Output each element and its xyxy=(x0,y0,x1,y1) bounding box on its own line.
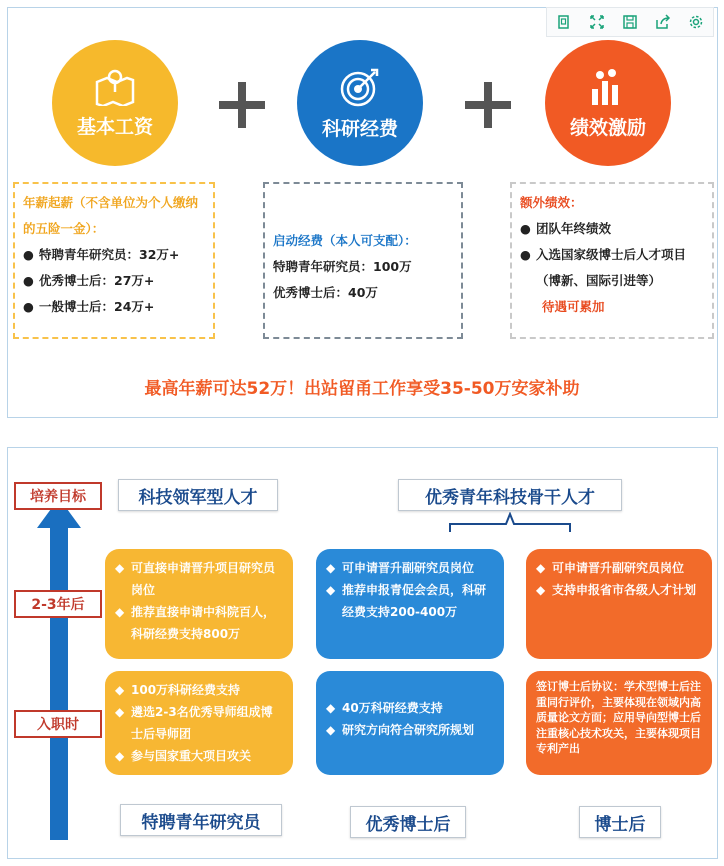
t3-name: 博士后 xyxy=(579,806,661,838)
list-item: ● 优秀博士后：27万+ xyxy=(23,273,155,288)
stage-after: 2-3年后 xyxy=(14,590,102,618)
t1-entry-card: ◆ 100万科研经费支持 ◆ 遴选2-3名优秀导师组成博士后导师团 ◆ 参与国家重大项目攻关 xyxy=(105,671,293,775)
map-icon xyxy=(93,68,137,106)
list-item: ● 一般博士后：24万+ xyxy=(23,299,155,314)
fund-details xyxy=(263,182,463,339)
stage-goal: 培养目标 xyxy=(14,482,102,510)
copy-icon[interactable] xyxy=(554,12,574,32)
performance-circle xyxy=(545,40,671,166)
save-icon[interactable] xyxy=(620,12,640,32)
t2-after-card: ◆ 可申请晋升副研究员岗位 ◆ 推荐申报青促会会员，科研经费支持200-400万 xyxy=(316,549,504,659)
share-icon[interactable] xyxy=(653,12,673,32)
salary-details xyxy=(13,182,215,339)
goal-left: 科技领军型人才 xyxy=(118,479,278,511)
fund-title: 科研经费 xyxy=(321,117,398,140)
list-item: ● 特聘青年研究员：32万+ xyxy=(23,247,180,262)
growth-arrow xyxy=(50,515,68,840)
plus-sign xyxy=(219,82,265,128)
list-item: ● 入选国家级博士后人才项目（博新、国际引进等） xyxy=(520,247,687,288)
fund-heading: 启动经费（本人可支配）： xyxy=(273,233,417,248)
target-icon xyxy=(339,66,381,108)
fund-line: 优秀博士后：40万 xyxy=(273,285,378,300)
salary-circle xyxy=(52,40,178,166)
plus-sign xyxy=(465,82,511,128)
salary-banner: 最高年薪可达52万！出站留甬工作享受35-50万安家补助 xyxy=(144,379,580,399)
t1-name: 特聘青年研究员 xyxy=(120,804,282,836)
goal-right: 优秀青年科技骨干人才 xyxy=(398,479,622,511)
t1-after-card: ◆ 可直接申请晋升项目研究员岗位 ◆ 推荐直接申请中科院百人，科研经费支持800万 xyxy=(105,549,293,659)
list-item: ● 团队年终绩效 xyxy=(520,221,612,236)
t3-entry-card: 签订博士后协议：学术型博士后注重同行评价，主要体现在领域内高质量论文方面；应用导向型博士后注重核心技术攻关，主要体现项目专利产出 xyxy=(526,671,712,775)
settings-icon[interactable] xyxy=(686,12,706,32)
fund-line: 特聘青年研究员：100万 xyxy=(273,259,412,274)
toolbar xyxy=(546,7,714,37)
salary-title: 基本工资 xyxy=(76,115,153,138)
bracket-connector xyxy=(448,512,572,534)
fund-circle xyxy=(297,40,423,166)
t2-entry-card: ◆ 40万科研经费支持 ◆ 研究方向符合研究所规划 xyxy=(316,671,504,775)
bar-chart-icon xyxy=(588,67,628,107)
salary-heading: 年薪起薪（不含单位为个人缴纳的五险一金）： xyxy=(23,195,199,236)
t3-after-card: ◆ 可申请晋升副研究员岗位 ◆ 支持申报省市各级人才计划 xyxy=(526,549,712,659)
t2-name: 优秀博士后 xyxy=(350,806,466,838)
performance-details xyxy=(510,182,714,339)
performance-title: 绩效激励 xyxy=(569,116,646,139)
perf-note: 待遇可累加 xyxy=(542,299,605,314)
stage-entry: 入职时 xyxy=(14,710,102,738)
fullscreen-icon[interactable] xyxy=(587,12,607,32)
perf-heading: 额外绩效： xyxy=(520,195,583,210)
